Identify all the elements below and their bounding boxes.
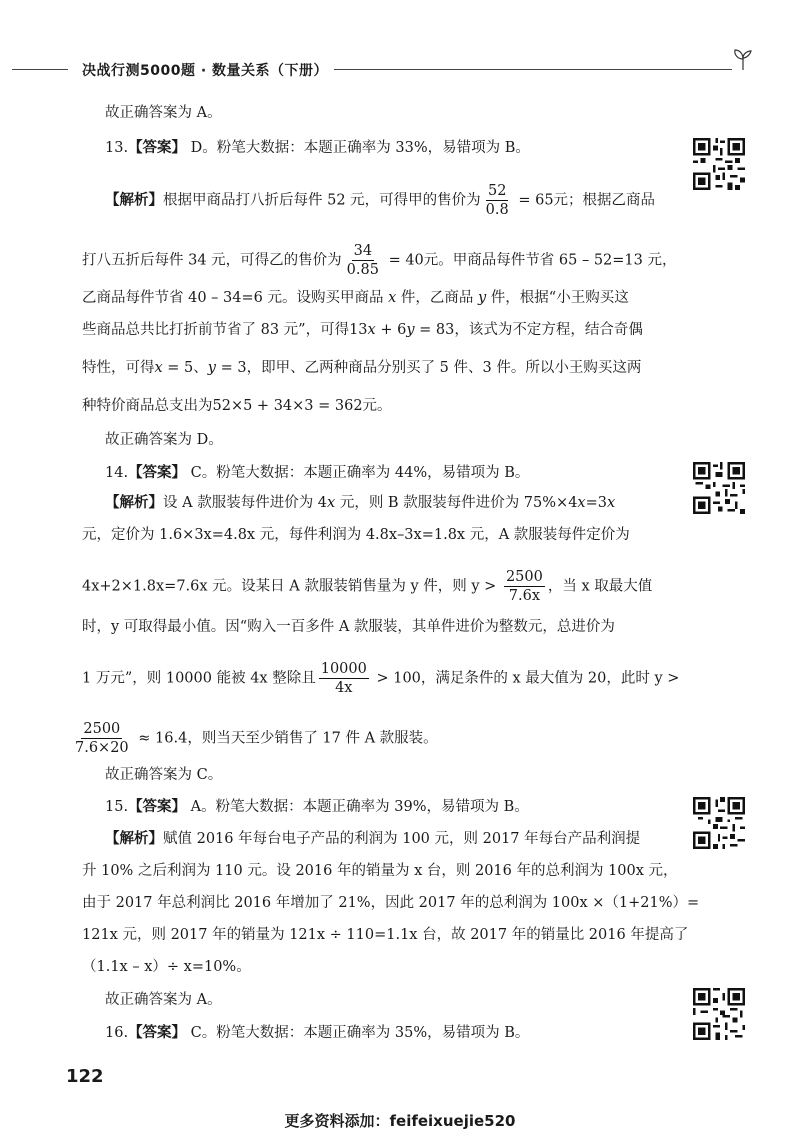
conclusion-12: 故正确答案为 A。 [105, 105, 222, 121]
page-number: 122 [66, 1066, 104, 1087]
q13-analysis-line-4: 些商品总共比打折前节省了 83 元”，可得13x + 6y = 83，该式为不定方程，结合奇偶 [82, 322, 643, 338]
q13-analysis-line-3: 乙商品每件节省 40 – 34=6 元。设购买甲商品 x 件，乙商品 y 件，根据“小王购买这 [82, 290, 629, 306]
conclusion-15: 故正确答案为 A。 [105, 992, 222, 1008]
q14-answer: 14.【答案】 C。粉笔大数据：本题正确率为 44%，易错项为 B。 [105, 465, 530, 481]
fraction-34-0.85: $\frac{34}{0.85}$ [346, 243, 379, 278]
q14-analysis-line-2: 元，定价为 1.6×3x=4.8x 元，每件利润为 4.8x–3x=1.8x 元，A 款服装每件定价为 [82, 527, 630, 543]
header-title: 决战行测5000题 · 数量关系（下册） [76, 60, 334, 80]
q15-analysis-line-2: 升 10% 之后利润为 110 元。设 2016 年的销量为 x 台，则 2016 年的总利润为 100x 元， [82, 863, 678, 879]
q15-analysis-line-5: （1.1x – x）÷ x=10%。 [82, 959, 251, 975]
q13-analysis-line-6: 种特价商品总支出为52×5 + 34×3 = 362元。 [82, 398, 392, 414]
qr-code-icon[interactable] [693, 988, 745, 1040]
q14-analysis-line-5: 1 万元”，则 10000 能被 4x 整除且 $\frac{10000}{4x}$ > 100，满足条件的 x 最大值为 20，此时 y > [82, 661, 680, 696]
q15-answer: 15.【答案】 A。粉笔大数据：本题正确率为 39%，易错项为 B。 [105, 799, 529, 815]
q16-answer: 16.【答案】 C。粉笔大数据：本题正确率为 35%，易错项为 B。 [105, 1025, 530, 1041]
q13-analysis-line-5: 特性，可得x = 5、y = 3，即甲、乙两种商品分别买了 5 件、3 件。所以小王购买这两 [82, 360, 642, 376]
footer-watermark: 更多资料添加：feifeixuejie520 [284, 1112, 516, 1130]
q14-analysis-line-3: 4x+2×1.8x=7.6x 元。设某日 A 款服装销售量为 y 件，则 y > $\frac{2500}{7.6x}$ ，当 x 取最大值 [82, 569, 653, 604]
fraction-52-0.8: $\frac{52}{0.8}$ [485, 183, 509, 218]
header-rule-left [12, 69, 68, 70]
q15-analysis-line-3: 由于 2017 年总利润比 2016 年增加了 21%，因此 2017 年的总利润为 100x ×（1+21%）= [82, 895, 700, 911]
q15-analysis-line-1: 【解析】赋值 2016 年每台电子产品的利润为 100 元，则 2017 年每台产品利润提 [105, 831, 641, 847]
running-header [12, 58, 752, 80]
q13-answer: 13.【答案】 D。粉笔大数据：本题正确率为 33%，易错项为 B。 [105, 140, 530, 156]
fraction-2500-7.6x20: $\frac{2500}{7.6\times 20}$ [75, 721, 129, 756]
qr-code-icon[interactable] [693, 462, 745, 514]
sprout-icon [730, 46, 756, 72]
q15-analysis-line-4: 121x 元，则 2017 年的销量为 121x ÷ 110=1.1x 台，故 2017 年的销量比 2016 年提高了 [82, 927, 689, 943]
q14-analysis-line-6: $\frac{2500}{7.6\times 20}$ ≈ 16.4，则当天至少销售了 17 件 A 款服装。 [75, 721, 438, 756]
conclusion-13: 故正确答案为 D。 [105, 432, 223, 448]
fraction-10000-4x: $\frac{10000}{4x}$ [320, 661, 367, 696]
header-rule-right [302, 69, 732, 70]
q14-analysis-line-1: 【解析】设 A 款服装每件进价为 4x 元，则 B 款服装每件进价为 75%×4x=3x [105, 495, 616, 511]
q13-analysis-line-2: 打八五折后每件 34 元，可得乙的售价为 $\frac{34}{0.85}$ = 40元。甲商品每件节省 65 – 52=13 元， [82, 243, 677, 278]
q13-analysis-line-1: 【解析】根据甲商品打八折后每件 52 元，可得甲的售价为 $\frac{52}{0.8}$ = 65元；根据乙商品 [105, 183, 656, 218]
qr-code-icon[interactable] [693, 138, 745, 190]
qr-code-icon[interactable] [693, 797, 745, 849]
q14-analysis-line-4: 时，y 可取得最小值。因“购入一百多件 A 款服装，其单件进价为整数元，总进价为 [82, 619, 615, 635]
conclusion-14: 故正确答案为 C。 [105, 767, 223, 783]
fraction-2500-7.6x: $\frac{2500}{7.6x}$ [505, 569, 543, 604]
